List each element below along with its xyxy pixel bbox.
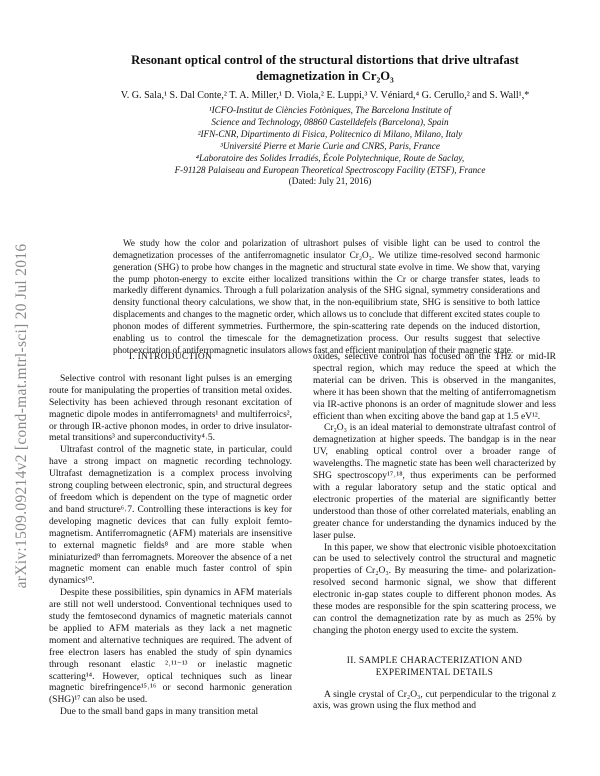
title-line-1: Resonant optical control of the structural distortions that drive ultrafast xyxy=(131,53,519,67)
paragraph: oxides, selective control has focused on the THz or mid-IR spectral region, which may reduce the speed at which the material can be driven. This is observed in the manganites, where it has been shown that the melting of antiferromagnetism via IR-active phonons is an order of magnitude slower and less efficient than when exciting above the band gap at 1.5 eV¹². xyxy=(313,352,556,422)
paragraph: Ultrafast control of the magnetic state, in particular, could have a strong impact on magnetic recording technology. Ultrafast demagnetization is a complex process involving strong coupling between electronic, spin, and structural degrees of freedom which is dependent on the type of magnetic order and band structure⁶˒7. Controlling these interactions is key for developing magnetic devices that can fully exploit femto-magnetism. Antiferromagnetic (AFM) materials are insensitive to external magnetic fields⁸ and are more stable when miniaturized⁹ than ferromagnets. Moreover the absence of a net magnetic moment can enable much faster control of spin dynamics¹⁰. xyxy=(49,445,292,587)
abstract-text: We study how the color and polarization of ultrashort pulses of visible light can be used to control the demagnetization processes of the antiferromagnetic insulator Cr₂O₃. We utilize time-resolved second harmonic generation (SHG) to probe how changes in the magnetic and structural state evolve in time. We show that, varying the pump photon-energy to excite either localized transitions within the Cr or charge transfer states, leads to markedly different dynamics. Through a full polarization analysis of the SHG signal, symmetry considerations and density functional theory calculations, we show that, in the non-equilibrium state, SHG is sensitive to both lattice displacements and changes to the magnetic order, which allows us to conclude that different excited states couple to phonon modes of different symmetries. Furthermore, the spin-scattering rate depends on the induced distortion, enabling us to control the timescale for the demagnetization process. Our results suggest that selective photoexcitation of antiferromagnetic insulators allows fast and efficient manipulation of their magnetic state. xyxy=(113,238,540,355)
affiliation-line: ³Université Pierre et Marie Curie and CNRS, Paris, France xyxy=(220,140,440,151)
paragraph: A single crystal of Cr₂O₃, cut perpendicular to the trigonal z axis, was grown using the flux method and xyxy=(313,689,556,712)
affiliation-line: Science and Technology, 08860 Castelldefels (Barcelona), Spain xyxy=(211,116,449,127)
paragraph: Cr₂O₃ is an ideal material to demonstrate ultrafast control of demagnetization at higher speeds. The bandgap is in the near UV, enabling optical control over a broader range of wavelengths. The magnetic state has been well characterized by SHG spectroscopy¹⁷˒¹⁸, thus experiments can be performed with a regular laboratory setup and the static optical and electronic properties of the material are significantly better understood than those of other correlated materials, enabling an greater chance for understanding the dynamics induced by the laser pulse. xyxy=(313,423,556,541)
author-list: V. G. Sala,¹ S. Dal Conte,² T. A. Miller,¹ D. Viola,² E. Luppi,³ V. Véniard,⁴ G. Cerullo,² and S. Wall¹,* xyxy=(120,90,530,101)
section-heading-introduction: I. INTRODUCTION xyxy=(128,352,213,362)
paragraph: Selective control with resonant light pulses is an emerging route for manipulating the properties of transition metal oxides. Selectivity has been achieved through resonant excitation of magnetic dipole modes in antiferromagnets¹ and multiferroics², or through IR-active phonon modes, in order to drive insulator-metal transitions³ and superconductivity⁴˒5. xyxy=(49,373,292,444)
affiliation-line: ⁴Laboratoire des Solides Irradiés, École Polytechnique, Route de Saclay, xyxy=(195,152,465,163)
arxiv-identifier: arXiv:1509.09214v2 [cond-mat.mtrl-sci] 20 Jul 2016 xyxy=(13,243,30,589)
abstract xyxy=(113,238,540,356)
paragraph: Due to the small band gaps in many transition metal xyxy=(60,707,259,718)
date-line: (Dated: July 21, 2016) xyxy=(288,176,372,187)
affiliation-line: ²IFN-CNR, Dipartimento di Fisica, Politecnico di Milano, Milano, Italy xyxy=(197,128,463,139)
section-heading-line: II. SAMPLE CHARACTERIZATION AND xyxy=(346,655,523,666)
affiliation-line: ¹ICFO-Institut de Ciències Fotòniques, The Barcelona Institute of xyxy=(208,105,452,115)
affiliations xyxy=(80,105,580,188)
paper-title xyxy=(95,52,555,84)
arxiv-stamp xyxy=(0,0,44,776)
section-heading-sample xyxy=(313,656,556,680)
right-column xyxy=(313,352,556,713)
section-heading-line: EXPERIMENTAL DETAILS xyxy=(375,667,494,678)
paragraph: Despite these possibilities, spin dynamics in AFM materials are still not well understood. Conventional techniques used to study the femtosecond dynamics of magnetic materials cannot be applied to AFM materials as they lack a net magnetic moment and alternative techniques are required. The advent of free electron lasers has enabled the study of spin dynamics through resonant elastic ²˒¹¹⁻¹³ or inelastic magnetic scattering¹⁴. However, optical techniques such as linear magnetic birefringence¹⁵˒¹⁶ or second harmonic generation (SHG)¹⁷ can also be used. xyxy=(49,588,292,706)
title-line-2: demagnetization in Cr₂O₃ xyxy=(256,69,394,83)
paragraph: In this paper, we show that electronic visible photoexcitation can be used to selectively control the structural and magnetic properties of Cr₂O₃. By measuring the time- and polarization-resolved second harmonic signal, we show that different electronic in-gap states couple to different phonon modes. As these modes are responsible for the spin scattering process, we can control the demagnetization rate by as much as 25% by changing the photon energy used to excite the system. xyxy=(313,542,556,636)
affiliation-line: F-91128 Palaiseau and European Theoretical Spectroscopy Facility (ETSF), France xyxy=(174,164,486,175)
left-column xyxy=(49,352,292,719)
